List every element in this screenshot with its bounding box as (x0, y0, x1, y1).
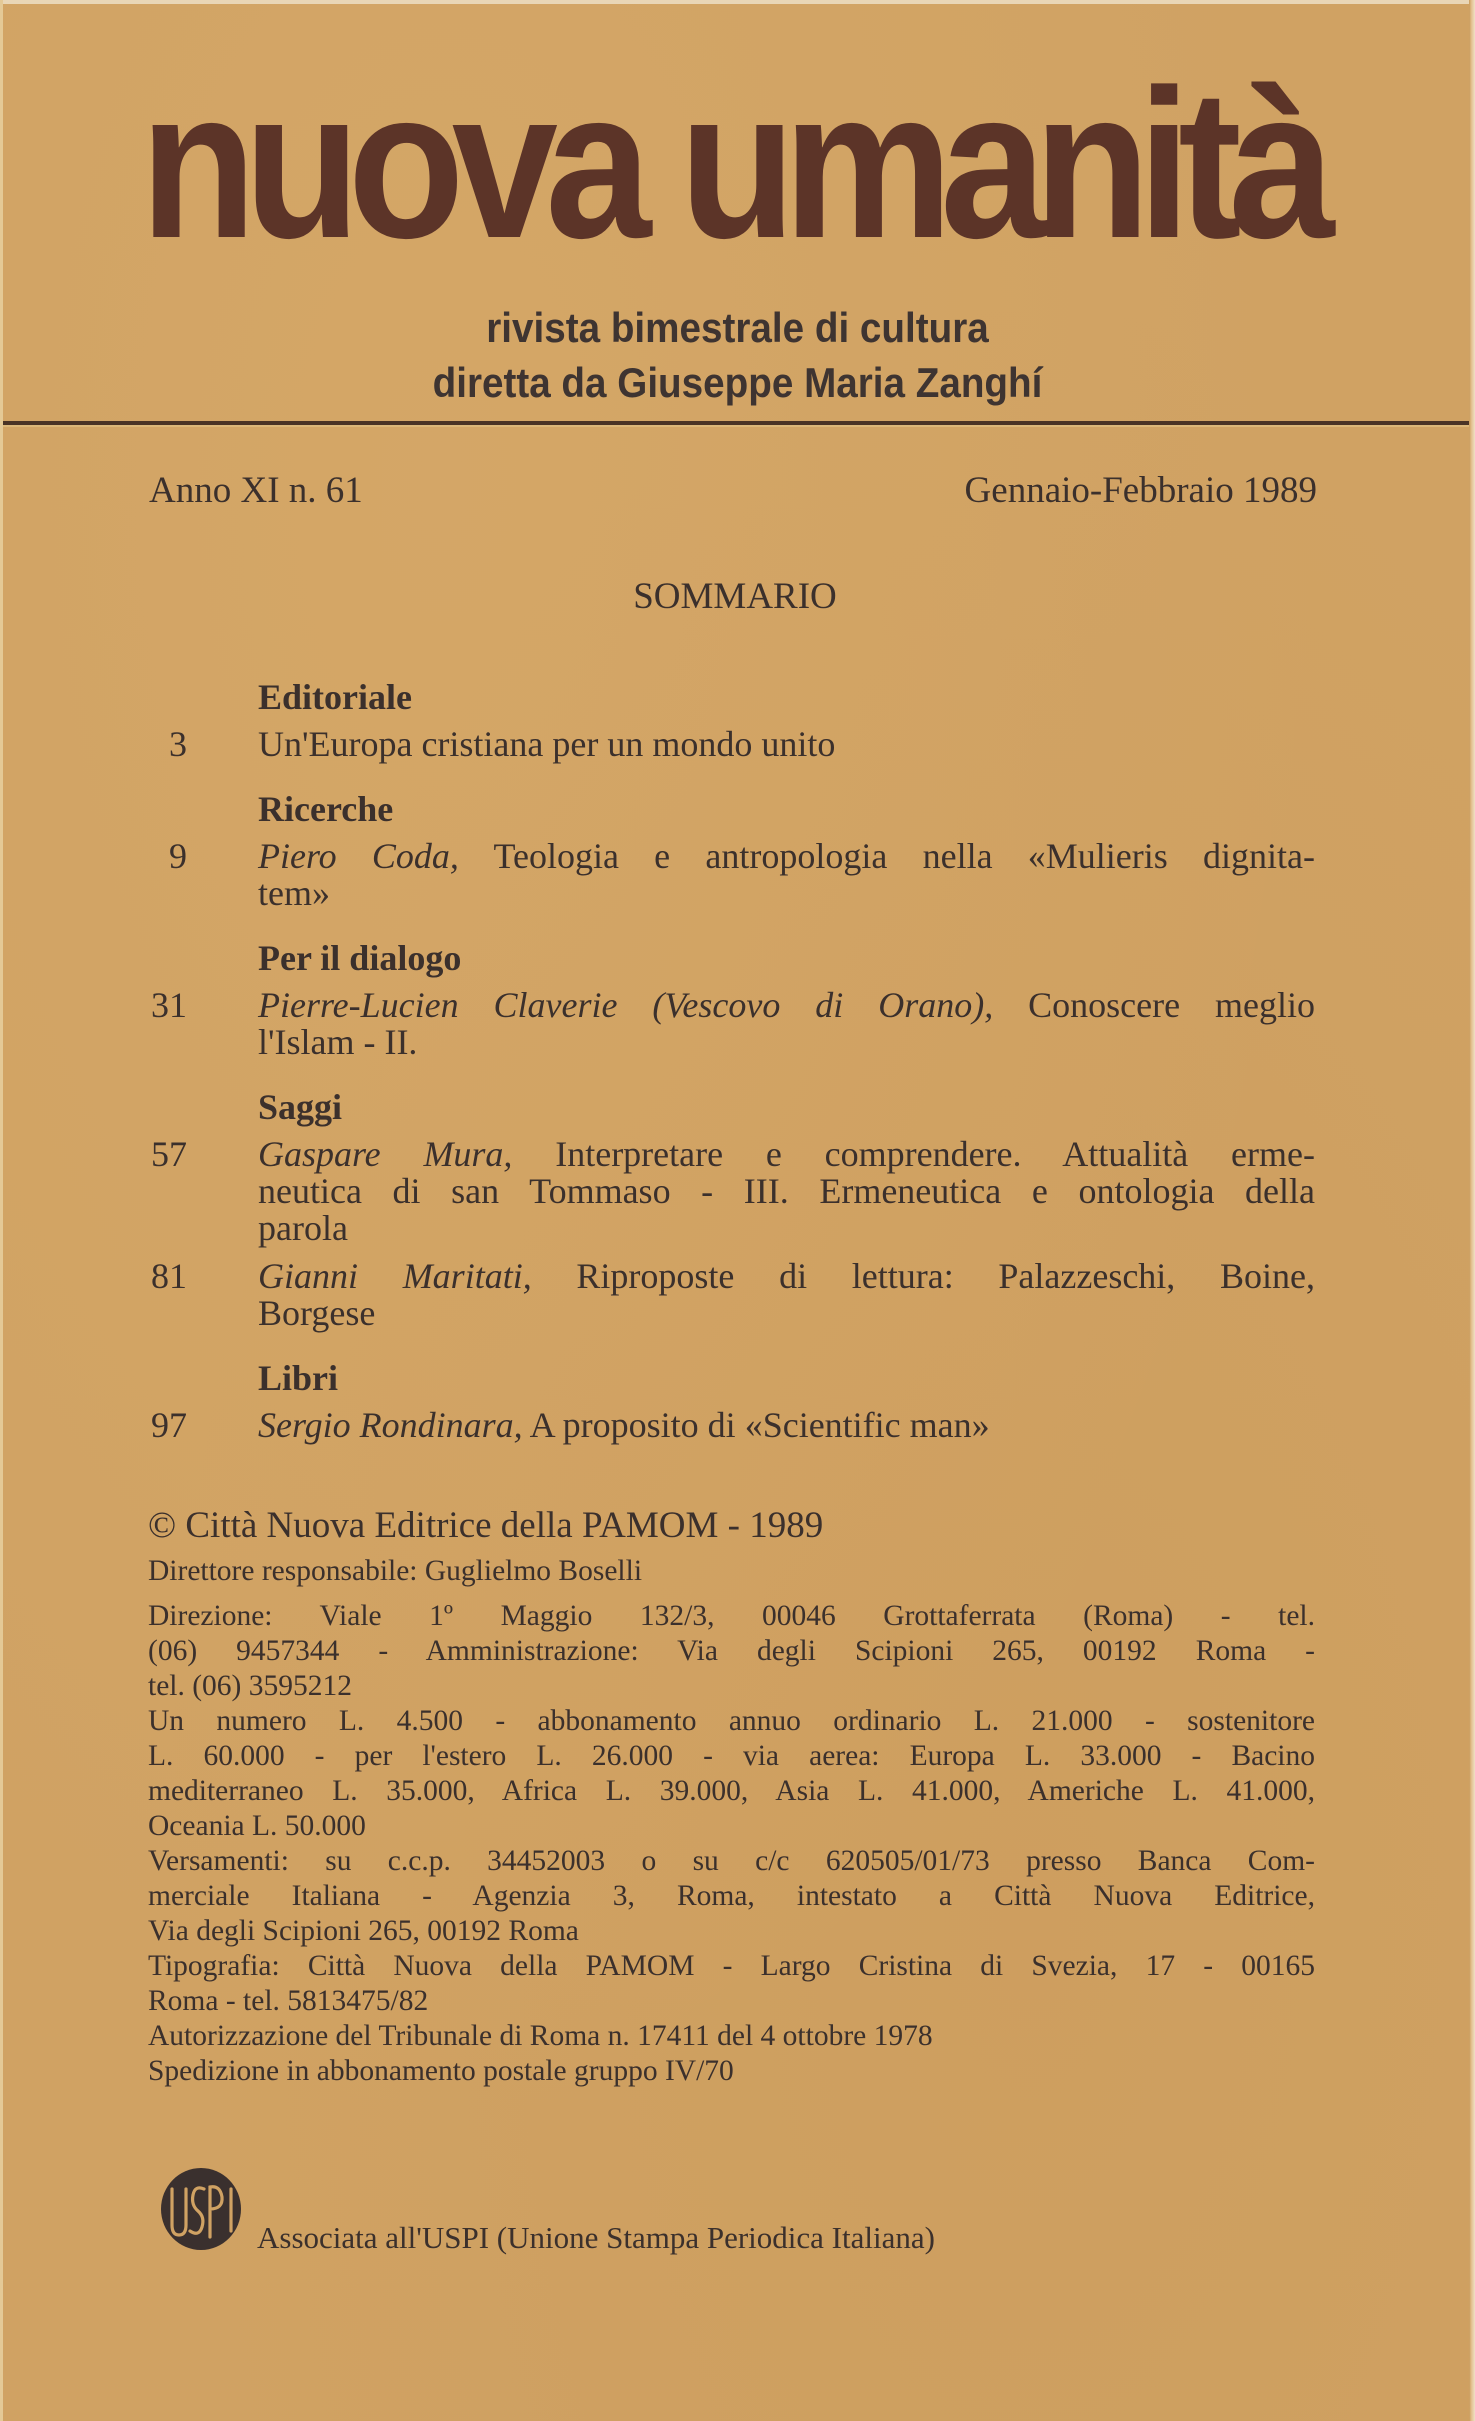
masthead-subtitle: rivista bimestrale di cultura (486, 304, 989, 351)
header-rule-highlight (3, 425, 1469, 427)
toc-entry-title: tem» (258, 873, 330, 913)
association-text: Associata all'USPI (Unione Stampa Periodica Italiana) (257, 2220, 935, 2255)
toc-entry-author: Gaspare Mura, (258, 1134, 513, 1174)
toc-entry-author: Piero Coda, (258, 836, 459, 876)
toc-entry-title: Borgese (258, 1293, 376, 1333)
page-edge-top (0, 0, 1475, 4)
uspi-logo-icon (160, 2167, 242, 2251)
colophon-line: Oceania L. 50.000 (148, 1810, 366, 1842)
toc-page-number: 57 (151, 1134, 187, 1174)
colophon-line: Versamenti: su c.c.p. 34452003 o su c/c 620505/01/73 presso Banca Com- (148, 1845, 1315, 1877)
colophon-line: Direzione: Viale 1º Maggio 132/3, 00046 Grottaferrata (Roma) - tel. (148, 1600, 1315, 1632)
colophon-line: Direttore responsabile: Guglielmo Boselli (148, 1555, 643, 1587)
masthead-title: nuova umanità (140, 45, 1323, 282)
masthead-editor: diretta da Giuseppe Maria Zanghí (432, 359, 1043, 406)
toc-entry-author: Sergio Rondinara, (258, 1405, 523, 1445)
copyright-line: © Città Nuova Editrice della PAMOM - 1989 (148, 1505, 824, 1546)
toc-entry-line (258, 875, 1315, 911)
toc-entry-title: Un'Europa cristiana per un mondo unito (258, 724, 836, 764)
issue-date: Gennaio-Febbraio 1989 (964, 470, 1317, 511)
toc-entry-line (258, 1024, 1315, 1060)
colophon-line: Un numero L. 4.500 - abbonamento annuo ordinario L. 21.000 - sostenitore (148, 1705, 1315, 1737)
colophon-line: mediterraneo L. 35.000, Africa L. 39.000, Asia L. 41.000, Americhe L. 41.000, (148, 1775, 1315, 1807)
colophon-line: L. 60.000 - per l'estero L. 26.000 - via aerea: Europa L. 33.000 - Bacino (148, 1740, 1315, 1772)
toc-page-number: 31 (151, 985, 187, 1025)
toc-page-number: 9 (169, 836, 187, 876)
toc-entry-line (258, 726, 1315, 762)
toc-entry-title: neutica di san Tommaso - III. Ermeneutica e ontologia della (258, 1171, 1315, 1211)
toc-entry-line (258, 987, 1315, 1023)
toc-section-heading: Saggi (258, 1087, 343, 1127)
toc-entry-title: l'Islam - II. (258, 1022, 418, 1062)
colophon-line: Spedizione in abbonamento postale gruppo IV/70 (148, 2055, 734, 2087)
toc-entry-line (258, 1295, 1315, 1331)
toc-page-number: 81 (151, 1256, 187, 1296)
contents-heading: SOMMARIO (633, 576, 837, 617)
page-edge-right (1469, 0, 1475, 2421)
colophon-line: Autorizzazione del Tribunale di Roma n. 17411 del 4 ottobre 1978 (148, 2020, 933, 2052)
colophon-line: tel. (06) 3595212 (148, 1670, 353, 1702)
toc-entry-title: parola (258, 1208, 348, 1248)
colophon-line: Roma - tel. 5813475/82 (148, 1985, 429, 2017)
toc-entry-title: Teologia e antropologia nella «Mulieris dignita- (493, 836, 1315, 876)
toc-entry-title: A proposito di «Scientific man» (529, 1405, 990, 1445)
colophon-line: merciale Italiana - Agenzia 3, Roma, intestato a Città Nuova Editrice, (148, 1880, 1315, 1912)
colophon-line: Via degli Scipioni 265, 00192 Roma (148, 1915, 579, 1947)
toc-section-heading: Ricerche (258, 789, 394, 829)
toc-page-number: 3 (169, 724, 187, 764)
issue-number: Anno XI n. 61 (149, 470, 363, 511)
toc-entry-title: Conoscere meglio (1028, 985, 1315, 1025)
page-edge-left (0, 0, 3, 2421)
toc-entry-title: Interpretare e comprendere. Attualità erme- (555, 1134, 1315, 1174)
toc-section-heading: Libri (258, 1358, 339, 1398)
toc-entry-line (258, 1136, 1315, 1172)
toc-entry-author: Pierre-Lucien Claverie (Vescovo di Orano), (258, 985, 994, 1025)
toc-entry-line (258, 1407, 1315, 1443)
toc-section-heading: Per il dialogo (258, 938, 462, 978)
toc-page-number: 97 (151, 1405, 187, 1445)
toc-entry-line (258, 1173, 1315, 1209)
toc-entry-line (258, 1210, 1315, 1246)
toc-section-heading: Editoriale (258, 677, 412, 717)
toc-entry-line (258, 1258, 1315, 1294)
colophon-line: Tipografia: Città Nuova della PAMOM - Largo Cristina di Svezia, 17 - 00165 (148, 1950, 1315, 1982)
toc-entry-title: Riproposte di lettura: Palazzeschi, Boine, (576, 1256, 1315, 1296)
toc-entry-line (258, 838, 1315, 874)
colophon-line: (06) 9457344 - Amministrazione: Via degli Scipioni 265, 00192 Roma - (148, 1635, 1315, 1667)
toc-entry-author: Gianni Maritati, (258, 1256, 532, 1296)
